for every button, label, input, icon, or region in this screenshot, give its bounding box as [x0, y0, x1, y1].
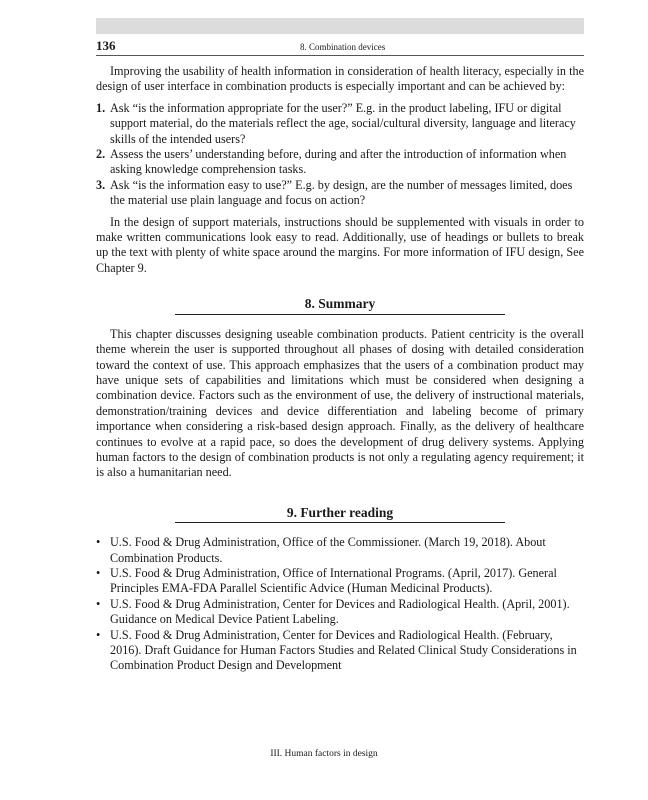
page-content [96, 64, 584, 674]
bullet-icon: • [96, 596, 101, 611]
header-rule [96, 55, 584, 56]
list-item-number: 3. [96, 177, 106, 192]
intro-paragraph: Improving the usability of health information in consideration of health literacy, especially in the design of user interface in combination products is especially important and can be achieved by: [96, 64, 584, 94]
section-rule [175, 522, 505, 523]
reference-list [96, 535, 584, 674]
list-item-number: 1. [96, 100, 106, 115]
reference-item [96, 566, 584, 597]
list-item-text: Assess the users’ understanding before, during and after the introduction of information when asking knowledge comprehension tasks. [110, 147, 567, 177]
reference-text: U.S. Food & Drug Administration, Office of International Programs. (April, 2017). General Principles EMA-FDA Parallel Scientific Advice (Human Medicinal Products). [110, 565, 557, 596]
list-item [96, 101, 584, 147]
list-item-text: Ask “is the information easy to use?” E.g. by design, are the number of messages limited, does the material use plain language and focus on action? [110, 177, 573, 208]
further-reading-heading [96, 505, 584, 523]
header-band [96, 18, 584, 34]
numbered-list [96, 101, 584, 209]
section-rule [175, 314, 505, 315]
bullet-icon: • [96, 627, 101, 642]
summary-heading [96, 296, 584, 314]
summary-paragraph: This chapter discusses designing useable combination products. Patient centricity is the overall theme wherein the user is supported throughout all phases of dosing with detailed consideration toward the context of use. This approach emphasizes that the users of a combination product may have unique sets of capabilities and limitations which must be considered when designing a combination device. Factors such as the environment of use, the delivery of instructional materials, demonstration/training devices and device differentiation and labeling become of primary importance when considering a risk-based design approach. Finally, as the delivery of healthcare continues to evolve at a rapid pace, so does the development of drug delivery systems. Applying human factors to the design of combination products is not only a regulating agency requirement; it is also a humanitarian need. [96, 326, 584, 480]
reference-text: U.S. Food & Drug Administration, Center for Devices and Radiological Health. (April, 2001). Guidance on Medical Device Patient Labeling. [110, 596, 570, 627]
reference-text: U.S. Food & Drug Administration, Office of the Commissioner. (March 19, 2018). About Combination Products. [110, 535, 546, 565]
section-title: 9. Further reading [286, 504, 394, 520]
reference-text: U.S. Food & Drug Administration, Center for Devices and Radiological Health. (February, 2016). Draft Guidance for Human Factors Studies and Related Clinical Study Considerations in Combination Product Design and Development [110, 627, 577, 673]
bullet-icon: • [96, 565, 101, 580]
list-item-text: Ask “is the information appropriate for the user?” E.g. in the product labeling, IFU or digital support material, do the materials reflect the age, social/cultural diversity, language and literacy skills of the intended users? [110, 100, 576, 146]
list-item-number: 2. [96, 147, 106, 162]
reference-item [96, 535, 584, 566]
page-number: 136 [96, 38, 116, 53]
bullet-icon: • [96, 535, 101, 550]
reference-item [96, 597, 584, 628]
list-item [96, 178, 584, 209]
support-paragraph: In the design of support materials, instructions should be supplemented with visuals in order to make written communications look easy to read. Additionally, use of headings or bullets to break up the text with plenty of white space around the margins. For more information of IFU design, See Chapter 9. [96, 214, 584, 275]
list-item [96, 147, 584, 178]
reference-item [96, 628, 584, 674]
section-title: 8. Summary [304, 296, 376, 312]
running-head: 8. Combination devices [300, 42, 386, 52]
page-footer: III. Human factors in design [270, 749, 378, 759]
